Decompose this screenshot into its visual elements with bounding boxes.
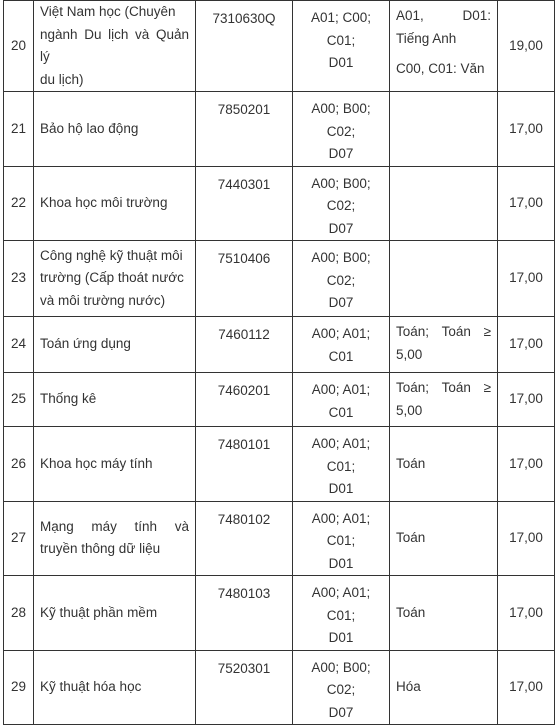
major-name-line: du lịch)	[40, 71, 84, 87]
major-code: 7460112	[196, 317, 293, 373]
benchmark-score: 17,00	[498, 317, 555, 373]
row-number: 28	[4, 576, 34, 651]
benchmark-score: 17,00	[498, 92, 555, 167]
subject-combination-line: D01	[328, 55, 354, 70]
major-code: 7480102	[196, 501, 293, 576]
subject-combinations	[293, 427, 390, 502]
major-name-line: Việt Nam học (Chuyên	[40, 4, 176, 19]
score-condition-line	[396, 28, 491, 51]
benchmark-score: 17,00	[498, 650, 555, 725]
table-row	[4, 501, 555, 576]
subject-combination-line: D01	[328, 630, 354, 645]
row-number: 27	[4, 501, 34, 576]
score-condition-line-word: C00, C01: Văn	[396, 61, 485, 76]
score-condition-line	[396, 344, 491, 367]
major-name-line: Thống kê	[40, 391, 97, 407]
score-condition-line-word: Toán	[396, 455, 426, 471]
spacer	[396, 50, 491, 58]
score-condition	[390, 241, 498, 317]
score-condition-line	[396, 676, 491, 699]
major-name	[34, 650, 196, 725]
subject-combinations	[293, 373, 390, 427]
score-condition	[390, 427, 498, 502]
benchmark-score: 17,00	[498, 427, 555, 502]
table-row	[4, 427, 555, 502]
score-condition-line-word: Toán	[396, 530, 426, 545]
subject-combination-line: D07	[328, 295, 354, 310]
benchmark-score: 17,00	[498, 501, 555, 576]
major-name-line: Kỹ thuật phần mềm	[40, 604, 158, 620]
major-name-line-word: truyền thông dữ liệu	[40, 541, 161, 557]
score-condition-line	[396, 5, 491, 28]
benchmark-score: 17,00	[498, 576, 555, 651]
row-number: 29	[4, 650, 34, 725]
score-condition-line-word: Toán	[441, 324, 471, 339]
table-row	[4, 373, 555, 427]
score-condition-line-word: A01,	[396, 8, 424, 23]
major-name	[34, 241, 196, 317]
row-number: 24	[4, 317, 34, 373]
score-condition-line-word: ≥	[483, 380, 491, 395]
subject-combination-line: A00; A01; C01;	[311, 510, 371, 548]
row-number: 22	[4, 166, 34, 241]
score-condition	[390, 1, 498, 92]
subject-combination-line: D01	[328, 481, 354, 496]
score-condition-line	[396, 377, 491, 400]
major-name-line: Toán ứng dụng	[40, 336, 131, 352]
score-condition-line	[396, 527, 491, 550]
major-name-line: trường (Cấp thoát nước	[40, 270, 184, 286]
subject-combination-line: D07	[328, 704, 354, 720]
major-name	[34, 576, 196, 651]
subject-combination-line: A00; A01; C01;	[311, 585, 371, 623]
major-name	[34, 166, 196, 241]
major-name	[34, 1, 196, 92]
major-name-line: ngành Du lịch và Quản lý	[40, 26, 189, 64]
subject-combination-line: D07	[328, 146, 354, 161]
major-name-line-word: và	[174, 518, 189, 534]
table-row	[4, 166, 555, 241]
subject-combination-line: A00; B00; C02;	[311, 659, 371, 697]
benchmark-score: 17,00	[498, 373, 555, 427]
major-code: 7310630Q	[196, 1, 293, 92]
score-condition-line-word: Hóa	[396, 679, 421, 694]
table-row	[4, 576, 555, 651]
subject-combinations	[293, 576, 390, 651]
major-name-line: Khoa học môi trường	[40, 195, 168, 210]
table-row	[4, 241, 555, 317]
subject-combination-line: D01	[328, 555, 354, 571]
subject-combination-line: A00; B00; C02;	[311, 175, 371, 213]
subject-combination-line: A00; A01; C01;	[311, 436, 371, 474]
major-code: 7480101	[196, 427, 293, 502]
score-condition-line-word: Toán	[441, 380, 471, 395]
admission-score-table	[3, 0, 555, 725]
subject-combinations	[293, 650, 390, 725]
major-name-line	[40, 538, 189, 561]
major-name-line	[40, 516, 189, 539]
table-row	[4, 317, 555, 373]
score-condition	[390, 373, 498, 427]
major-name	[34, 92, 196, 167]
major-name	[34, 373, 196, 427]
benchmark-score: 19,00	[498, 1, 555, 92]
subject-combinations	[293, 501, 390, 576]
score-condition-line-word: 5,00	[396, 402, 423, 418]
major-code: 7480103	[196, 576, 293, 651]
major-code: 7520301	[196, 650, 293, 725]
subject-combinations	[293, 241, 390, 317]
score-condition	[390, 501, 498, 576]
subject-combinations	[293, 92, 390, 167]
subject-combinations	[293, 1, 390, 92]
major-name-line-word: Mạng	[40, 518, 74, 534]
score-condition-line	[396, 602, 491, 625]
major-code: 7850201	[196, 92, 293, 167]
score-condition-line-word: Toán;	[396, 324, 430, 339]
score-condition-line	[396, 453, 491, 476]
major-name-line-word: máy	[91, 518, 117, 534]
major-name-line: và môi trường nước)	[40, 292, 166, 308]
major-name-line: Kỹ thuật hóa học	[40, 679, 142, 694]
table-row	[4, 1, 555, 92]
table-row	[4, 650, 555, 725]
score-condition	[390, 650, 498, 725]
score-condition-line-word: Toán;	[396, 380, 430, 395]
score-condition-line-word: D01:	[462, 8, 491, 23]
row-number: 20	[4, 1, 34, 92]
row-number: 25	[4, 373, 34, 427]
score-condition-line	[396, 400, 491, 423]
major-name-line: Khoa học máy tính	[40, 455, 153, 471]
score-condition-line-word: ≥	[483, 324, 491, 339]
major-code: 7460201	[196, 373, 293, 427]
subject-combination-line: A01; C00; C01;	[310, 10, 372, 48]
row-number: 23	[4, 241, 34, 317]
score-condition-line	[396, 321, 491, 344]
subject-combination-line: A00; A01; C01	[311, 382, 371, 420]
subject-combination-line: D07	[328, 220, 354, 236]
subject-combinations	[293, 166, 390, 241]
score-condition	[390, 317, 498, 373]
major-code: 7440301	[196, 166, 293, 241]
subject-combination-line: A00; B00; C02;	[311, 250, 371, 288]
major-code: 7510406	[196, 241, 293, 317]
score-condition-line-word: Tiếng Anh	[396, 30, 457, 46]
subject-combination-line: A00; B00; C02;	[311, 101, 371, 139]
score-condition	[390, 92, 498, 167]
major-name	[34, 427, 196, 502]
subject-combination-line: A00; A01; C01	[311, 326, 371, 364]
score-condition-line-word: 5,00	[396, 346, 423, 362]
major-name-line-word: tính	[134, 518, 158, 534]
row-number: 21	[4, 92, 34, 167]
major-name-line: Công nghệ kỹ thuật môi	[40, 247, 183, 263]
score-condition	[390, 166, 498, 241]
major-name-line: Bảo hộ lao động	[40, 120, 139, 136]
table-row	[4, 92, 555, 167]
score-condition	[390, 576, 498, 651]
score-condition-line-word: Toán	[396, 604, 426, 620]
table-body	[4, 1, 555, 725]
benchmark-score: 17,00	[498, 166, 555, 241]
major-name	[34, 501, 196, 576]
subject-combinations	[293, 317, 390, 373]
row-number: 26	[4, 427, 34, 502]
major-name	[34, 317, 196, 373]
benchmark-score: 17,00	[498, 241, 555, 317]
score-condition-line	[396, 58, 491, 81]
